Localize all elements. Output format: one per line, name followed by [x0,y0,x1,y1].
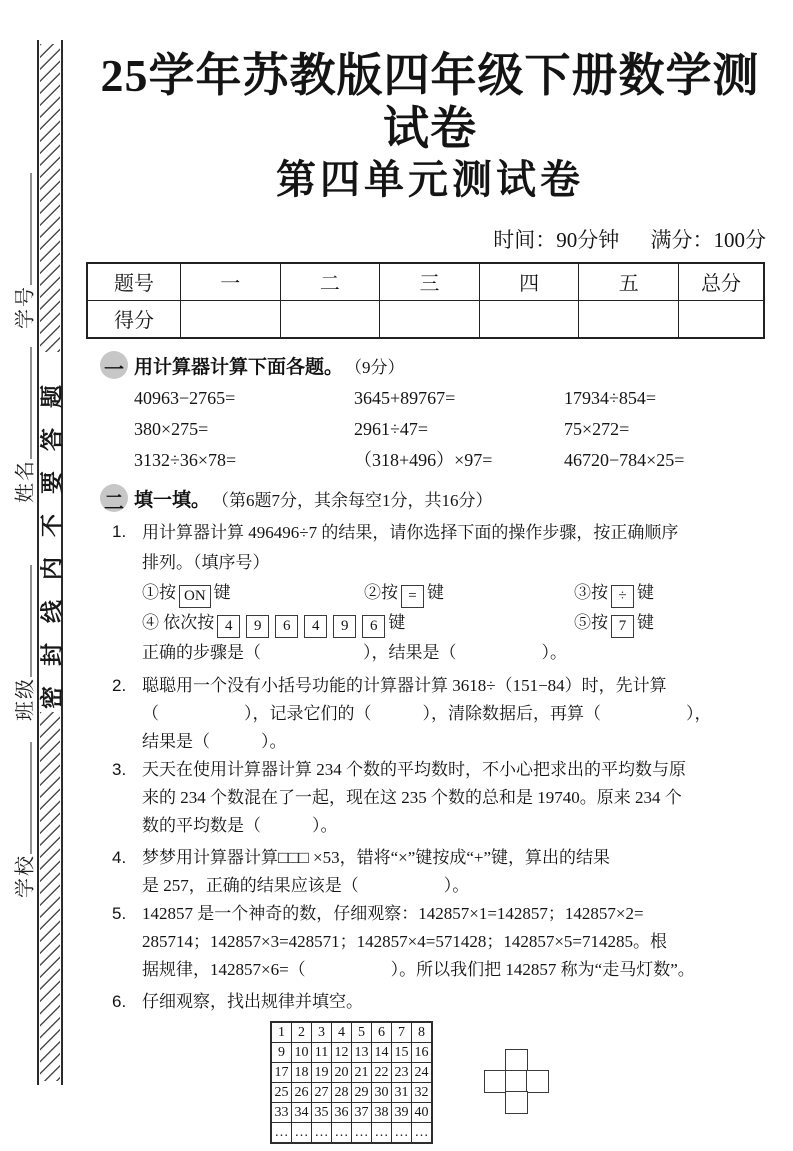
grid-cell: 21 [352,1062,372,1082]
section-one-marker [104,352,134,380]
score-table-value-row [87,300,764,338]
grid-cell: 1 [271,1022,292,1043]
grid-cell: 13 [352,1042,372,1062]
circled-number: ③ [574,582,591,602]
score-header-cell: 一 [181,263,281,301]
score-value-cell [280,300,380,338]
question-text-line: 是 257，正确的结果应该是（ ）。 [142,875,470,895]
cross-shape [484,1049,549,1114]
grid-cell: 9 [271,1042,292,1062]
question-text-line: 据规律，142857×6=（ ）。所以我们把 142857 称为“走马灯数”。 [142,959,695,979]
question-text-line: 聪聪用一个没有小括号功能的计算器计算 3618÷（151−84）时，先计算 [142,675,667,695]
calculator-key-digit: 9 [246,615,269,638]
number-grid-table [270,1021,433,1144]
grid-cell: 16 [412,1042,433,1062]
seal-field-school [9,742,38,898]
question-number: 6. [112,991,127,1011]
grid-cell: 34 [292,1102,312,1122]
circled-number: ④ [142,612,159,632]
score-value-cell [679,300,765,338]
section-two-points: （第6题7分，其余每空1分，共16分） [212,491,493,511]
grid-row [271,1122,432,1143]
option-text: 按 [591,582,608,602]
calc-problem: 46720−784×25= [564,449,685,470]
score-value-cell [579,300,679,338]
grid-cell: 40 [412,1102,433,1122]
score-header-cell: 总分 [679,263,765,301]
grid-cell: 38 [372,1102,392,1122]
grid-cell: 5 [352,1022,372,1043]
question-text-line: 来的 234 个数混在了一起，现在这 235 个数的总和是 19740。原来 234 个 [142,787,682,807]
question-text-line: 142857 是一个神奇的数，仔细观察：142857×1=142857；142857×2= [142,903,644,923]
grid-cell: 26 [292,1082,312,1102]
grid-cell: 20 [332,1062,352,1082]
grid-cell: 31 [392,1082,412,1102]
calculator-key-equals: = [401,585,424,608]
option-text: 依次按 [159,612,215,632]
question-text-line: 排列。（填序号） [142,552,270,572]
grid-cell: 10 [292,1042,312,1062]
cross-square-left [484,1070,507,1093]
grid-cell: 3 [312,1022,332,1043]
paper-content [86,42,774,1151]
cross-square-top [505,1049,528,1072]
score-table [86,262,765,339]
question-text-line: （ ），记录它们的（ ），清除数据后，再算（ ）， [142,703,712,723]
question-text-line: 梦梦用计算器计算□□□ ×53，错将“×”键按成“+”键，算出的结果 [142,847,610,867]
score-table-header-row [87,263,764,301]
circled-number: ⑤ [574,612,591,632]
calc-problem: 3645+89767= [354,387,456,408]
grid-cell: … [352,1122,372,1143]
full-score-text: 满分：100分 [650,227,766,252]
grid-cell: 29 [352,1082,372,1102]
option-text: 按 [381,582,398,602]
grid-cell: 6 [372,1022,392,1043]
grid-cell: 19 [312,1062,332,1082]
grid-cell: … [412,1122,433,1143]
grid-cell: 8 [412,1022,433,1043]
option-2 [364,578,574,608]
grid-cell: 25 [271,1082,292,1102]
hatch-pattern-bottom [40,712,60,1081]
section-one-points: （9分） [345,358,405,378]
option-4 [142,608,574,638]
question-number: 4. [112,847,127,867]
score-value-cell [380,300,480,338]
section-two-marker [104,485,134,513]
score-header-cell: 三 [380,263,480,301]
grid-cell: 22 [372,1062,392,1082]
student-number-blank-line [31,173,32,285]
cross-square-center [505,1070,528,1093]
paper-subtitle: 第四单元测试卷 [276,156,584,202]
grid-cell: 2 [292,1022,312,1043]
question-text-line: 仔细观察，找出规律并填空。 [142,991,363,1011]
calc-problem: 2961÷47= [354,418,429,439]
answer-blank-line: 正确的步骤是（ ），结果是（ ）。 [142,642,567,662]
grid-row [271,1082,432,1102]
time-limit-text: 时间：90分钟 [493,227,620,252]
grid-cell: 14 [372,1042,392,1062]
grid-cell: 30 [372,1082,392,1102]
score-header-cell: 五 [579,263,679,301]
question-text-line: 天天在使用计算器计算 234 个数的平均数时，不小心把求出的平均数与原 [142,759,686,779]
grid-cell: 15 [392,1042,412,1062]
grid-row [271,1022,432,1043]
class-label: 班级 [14,677,37,721]
option-text: 按 [159,582,176,602]
calc-problem: （318+496）×97= [354,449,493,470]
cross-square-right [526,1070,549,1093]
section-one-number: 一 [104,358,124,381]
question-text-line: 285714；142857×3=428571；142857×4=571428；142857×5=714285。根 [142,931,668,951]
school-blank-line [31,742,32,854]
calculation-problems [134,386,774,472]
section-two-number: 二 [104,491,124,514]
grid-cell: 37 [352,1102,372,1122]
grid-cell: … [372,1122,392,1143]
calculator-key-divide: ÷ [611,585,634,608]
question-6 [86,988,774,1016]
score-header-cell: 二 [280,263,380,301]
grid-cell: 23 [392,1062,412,1082]
question-text-line: 用计算器计算 496496÷7 的结果，请你选择下面的操作步骤，按正确顺序 [142,522,679,542]
calc-problem: 380×275= [134,418,209,439]
grid-cell: 24 [412,1062,433,1082]
grid-cell: … [271,1122,292,1143]
option-text: 键 [427,582,444,602]
option-3 [574,578,774,608]
calculator-key-seven: 7 [611,615,634,638]
school-label: 学校 [14,854,37,898]
calculator-key-digit: 4 [217,615,240,638]
section-one-title: 用计算器计算下面各题。 [134,357,344,379]
score-row-label-cell: 得分 [87,300,181,338]
calc-problem: 3132÷36×78= [134,449,237,470]
question-5 [86,900,774,984]
score-value-cell [479,300,579,338]
score-value-cell [181,300,281,338]
calc-problem: 75×272= [564,418,630,439]
name-blank-line [31,347,32,459]
section-two-header [104,485,774,513]
calculator-key-digit: 6 [362,615,385,638]
hatch-pattern-top [40,44,60,352]
question-4 [86,844,774,900]
grid-cell: … [312,1122,332,1143]
grid-cell: 32 [412,1082,433,1102]
paper-title: 25学年苏教版四年级下册数学测试卷 [100,50,760,154]
question-6-figure [86,1021,774,1151]
grid-cell: … [332,1122,352,1143]
student-number-label: 学号 [14,285,37,329]
calculator-key-digit: 9 [333,615,356,638]
section-two-title: 填一填。 [134,490,211,512]
key-options-row-1 [142,578,774,608]
grid-cell: 17 [271,1062,292,1082]
calculator-key-digit: 4 [304,615,327,638]
grid-cell: 11 [312,1042,332,1062]
grid-cell: … [292,1122,312,1143]
calculator-key-on: ON [179,585,211,608]
question-number: 1. [112,521,127,541]
seal-field-student-number [9,173,38,329]
calc-problem: 40963−2765= [134,387,236,408]
grid-cell: 28 [332,1082,352,1102]
score-header-cell: 四 [479,263,579,301]
grid-cell: 12 [332,1042,352,1062]
grid-row [271,1042,432,1062]
question-text-line: 数的平均数是（ ）。 [142,815,338,835]
section-one-header [104,352,774,380]
grid-cell: 7 [392,1022,412,1043]
question-number: 5. [112,903,127,923]
seal-strip-warning-text: 密封线内不要答题 [38,365,65,709]
grid-row [271,1062,432,1082]
circled-number: ① [142,582,159,602]
class-blank-line [31,565,32,677]
grid-cell: 27 [312,1082,332,1102]
option-1 [142,578,364,608]
grid-cell: 35 [312,1102,332,1122]
name-label: 姓名 [14,459,37,503]
circled-number: ② [364,582,381,602]
option-text: 键 [213,582,231,602]
calculator-key-digit: 6 [275,615,298,638]
calc-problem: 17934÷854= [564,387,657,408]
grid-cell: … [392,1122,412,1143]
grid-cell: 39 [392,1102,412,1122]
option-text: 键 [637,612,654,632]
exam-meta [86,224,774,254]
question-3 [86,756,774,840]
option-5 [574,608,774,638]
key-options-row-2 [142,608,774,638]
option-text: 键 [388,612,406,632]
option-text: 按 [591,612,608,632]
grid-cell: 18 [292,1062,312,1082]
question-2 [86,672,774,756]
grid-cell: 36 [332,1102,352,1122]
question-number: 3. [112,759,127,779]
cross-square-bottom [505,1091,528,1114]
question-1 [86,518,774,668]
option-text: 键 [637,582,654,602]
score-header-cell: 题号 [87,263,181,301]
grid-cell: 4 [332,1022,352,1043]
question-text-line: 结果是（ ）。 [142,731,287,751]
grid-cell: 33 [271,1102,292,1122]
grid-row [271,1102,432,1122]
question-number: 2. [112,675,127,695]
